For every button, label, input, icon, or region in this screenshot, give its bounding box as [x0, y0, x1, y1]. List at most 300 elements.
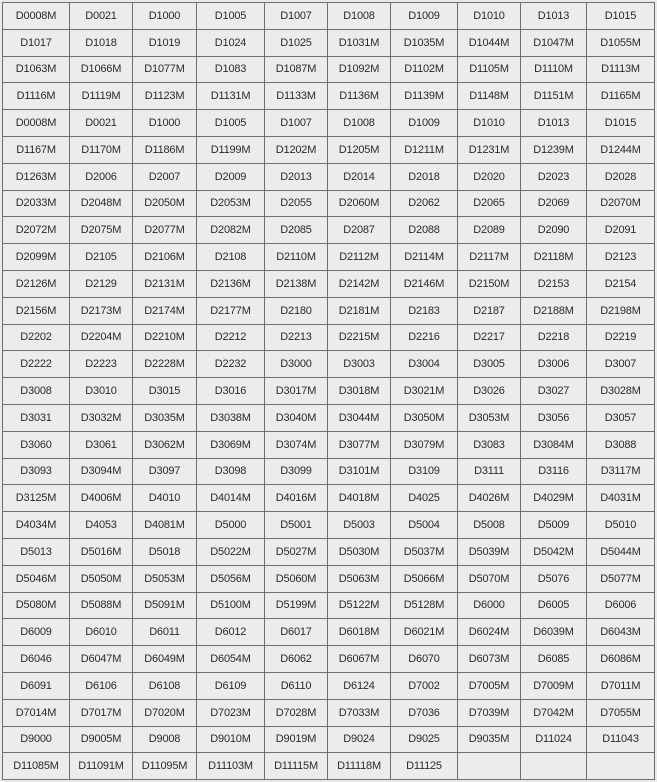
part-code-cell: D6021M: [391, 619, 458, 646]
part-code-cell: D5091M: [133, 592, 197, 619]
part-code-cell: D3016: [197, 378, 265, 405]
part-code-cell: D2105: [70, 244, 133, 271]
part-code-cell: D1005: [197, 110, 265, 137]
part-code-cell: D2013: [265, 163, 328, 190]
part-code-cell: D1239M: [521, 136, 587, 163]
part-code-cell: D1136M: [328, 83, 391, 110]
part-code-cell: D5077M: [587, 565, 655, 592]
part-code-cell: D5016M: [70, 538, 133, 565]
part-code-cell: D11115M: [265, 753, 328, 780]
part-code-cell: D2020: [458, 163, 521, 190]
part-code-cell: D7009M: [521, 672, 587, 699]
part-code-cell: D6043M: [587, 619, 655, 646]
part-code-cell: D2089: [458, 217, 521, 244]
part-code-cell: D2055: [265, 190, 328, 217]
part-code-cell: D9025: [391, 726, 458, 753]
part-code-cell: D7014M: [3, 699, 70, 726]
part-code-cell: D11125: [391, 753, 458, 780]
part-code-cell: D5122M: [328, 592, 391, 619]
part-code-cell: D5013: [3, 538, 70, 565]
part-code-cell: D5080M: [3, 592, 70, 619]
part-code-cell: D2065: [458, 190, 521, 217]
part-code-cell: D2210M: [133, 324, 197, 351]
part-code-cell: D3117M: [587, 458, 655, 485]
part-code-cell: D2108: [197, 244, 265, 271]
table-row: [3, 351, 655, 378]
part-code-cell: D1244M: [587, 136, 655, 163]
part-code-cell: D2142M: [328, 270, 391, 297]
part-code-cell: D5018: [133, 538, 197, 565]
part-code-cell: D1019: [133, 29, 197, 56]
part-code-cell: D1133M: [265, 83, 328, 110]
table-row: [3, 485, 655, 512]
part-code-cell: D3021M: [391, 378, 458, 405]
part-code-cell: D2018: [391, 163, 458, 190]
part-code-cell: D1186M: [133, 136, 197, 163]
part-code-cell: D3027: [521, 378, 587, 405]
part-code-cell: D9000: [3, 726, 70, 753]
part-code-cell: D3099: [265, 458, 328, 485]
part-code-cell: D7042M: [521, 699, 587, 726]
part-code-cell: D7023M: [197, 699, 265, 726]
part-code-cell: D5039M: [458, 538, 521, 565]
part-code-cell: D6000: [458, 592, 521, 619]
part-code-cell: D4029M: [521, 485, 587, 512]
part-code-cell: D3044M: [328, 404, 391, 431]
part-code-cell: D1007: [265, 3, 328, 30]
part-code-cell: D3005: [458, 351, 521, 378]
part-code-cell: D11091M: [70, 753, 133, 780]
part-code-cell: D3109: [391, 458, 458, 485]
part-code-cell: D7033M: [328, 699, 391, 726]
part-code-cell: D2228M: [133, 351, 197, 378]
part-code-cell: D7005M: [458, 672, 521, 699]
part-code-cell: D5100M: [197, 592, 265, 619]
part-code-cell: D5000: [197, 512, 265, 539]
part-code-cell: D2072M: [3, 217, 70, 244]
part-code-cell: D5053M: [133, 565, 197, 592]
part-code-cell: D2177M: [197, 297, 265, 324]
part-code-cell: D3088: [587, 431, 655, 458]
part-code-cell: D2088: [391, 217, 458, 244]
part-code-cell: D2187: [458, 297, 521, 324]
part-code-cell: D11095M: [133, 753, 197, 780]
part-code-cell: D5030M: [328, 538, 391, 565]
part-code-cell: D1110M: [521, 56, 587, 83]
part-code-cell: D7020M: [133, 699, 197, 726]
part-code-cell: D6010: [70, 619, 133, 646]
part-code-cell: D9035M: [458, 726, 521, 753]
part-code-cell: D1013: [521, 3, 587, 30]
part-code-cell: D1087M: [265, 56, 328, 83]
part-code-cell: D1013: [521, 110, 587, 137]
part-code-cell: D2204M: [70, 324, 133, 351]
part-code-cell: D1015: [587, 3, 655, 30]
part-code-cell: D1010: [458, 3, 521, 30]
part-code-cell: D2028: [587, 163, 655, 190]
part-code-cell: D6106: [70, 672, 133, 699]
part-code-cell: D1044M: [458, 29, 521, 56]
part-code-cell: D11043: [587, 726, 655, 753]
part-code-cell: D1025: [265, 29, 328, 56]
part-code-cell: D3007: [587, 351, 655, 378]
part-code-cell: D3050M: [391, 404, 458, 431]
part-code-cell: D3040M: [265, 404, 328, 431]
part-code-cell: D0021: [70, 3, 133, 30]
part-code-cell: D3125M: [3, 485, 70, 512]
part-code-cell: D1000: [133, 110, 197, 137]
table-row: [3, 753, 655, 780]
part-code-cell: D1116M: [3, 83, 70, 110]
part-code-cell: D2217: [458, 324, 521, 351]
part-code-cell: D2090: [521, 217, 587, 244]
part-code-cell: D5009: [521, 512, 587, 539]
part-code-cell: D3003: [328, 351, 391, 378]
part-code-cell: D0008M: [3, 3, 70, 30]
part-code-cell: D2123: [587, 244, 655, 271]
part-code-cell: D1047M: [521, 29, 587, 56]
part-code-cell: D2110M: [265, 244, 328, 271]
part-code-table-body: [3, 3, 655, 780]
part-code-cell: D11103M: [197, 753, 265, 780]
part-code-cell: D2014: [328, 163, 391, 190]
part-code-cell: D1000: [133, 3, 197, 30]
part-code-cell: D4081M: [133, 512, 197, 539]
table-row: [3, 619, 655, 646]
part-code-cell: D3017M: [265, 378, 328, 405]
part-code-cell: D9005M: [70, 726, 133, 753]
part-code-cell: D3084M: [521, 431, 587, 458]
part-code-cell: D1063M: [3, 56, 70, 83]
part-code-cell: D1231M: [458, 136, 521, 163]
part-code-cell: D3057: [587, 404, 655, 431]
part-code-cell: D3006: [521, 351, 587, 378]
part-code-cell: D6085: [521, 646, 587, 673]
part-code-cell: D4034M: [3, 512, 70, 539]
part-code-cell: D1008: [328, 3, 391, 30]
part-code-cell: D2050M: [133, 190, 197, 217]
part-code-cell: D2099M: [3, 244, 70, 271]
part-code-cell: D6067M: [328, 646, 391, 673]
part-code-cell: D2007: [133, 163, 197, 190]
table-row: [3, 431, 655, 458]
part-code-cell: D2118M: [521, 244, 587, 271]
part-code-cell: D1199M: [197, 136, 265, 163]
part-code-cell: D3093: [3, 458, 70, 485]
part-code-cell: D7055M: [587, 699, 655, 726]
table-row: [3, 29, 655, 56]
part-code-cell: D2114M: [391, 244, 458, 271]
part-code-cell: D1017: [3, 29, 70, 56]
part-code-cell: D2212: [197, 324, 265, 351]
part-code-cell: D3098: [197, 458, 265, 485]
part-code-cell: D6018M: [328, 619, 391, 646]
part-code-cell: D5076: [521, 565, 587, 592]
part-code-cell: D1102M: [391, 56, 458, 83]
part-code-cell: D5042M: [521, 538, 587, 565]
part-code-cell: D9024: [328, 726, 391, 753]
part-code-cell: D5070M: [458, 565, 521, 592]
part-code-cell: D2223: [70, 351, 133, 378]
part-code-cell: D3101M: [328, 458, 391, 485]
part-code-cell: D6108: [133, 672, 197, 699]
part-code-cell: D1066M: [70, 56, 133, 83]
part-code-cell: D1077M: [133, 56, 197, 83]
part-code-cell: D7039M: [458, 699, 521, 726]
part-code-cell: D2146M: [391, 270, 458, 297]
part-code-cell: D3004: [391, 351, 458, 378]
part-code-cell: D5008: [458, 512, 521, 539]
part-code-cell: D9010M: [197, 726, 265, 753]
part-code-cell: D6049M: [133, 646, 197, 673]
part-code-cell: D5044M: [587, 538, 655, 565]
part-code-cell: D3077M: [328, 431, 391, 458]
part-code-cell: D5066M: [391, 565, 458, 592]
part-code-cell: D4053: [70, 512, 133, 539]
part-code-cell: D5056M: [197, 565, 265, 592]
part-code-cell: D5199M: [265, 592, 328, 619]
part-code-cell: D1018: [70, 29, 133, 56]
part-code-cell: D2232: [197, 351, 265, 378]
table-row: [3, 324, 655, 351]
part-code-cell: D2053M: [197, 190, 265, 217]
part-code-cell: D3010: [70, 378, 133, 405]
part-code-cell: D6006: [587, 592, 655, 619]
part-code-cell: D3028M: [587, 378, 655, 405]
table-row: [3, 538, 655, 565]
part-code-cell: D2154: [587, 270, 655, 297]
part-code-cell: D2075M: [70, 217, 133, 244]
table-row: [3, 3, 655, 30]
part-code-cell: D3038M: [197, 404, 265, 431]
table-row: [3, 110, 655, 137]
part-code-cell: D2006: [70, 163, 133, 190]
part-code-cell: D2126M: [3, 270, 70, 297]
part-code-cell: D1113M: [587, 56, 655, 83]
part-code-cell: D6024M: [458, 619, 521, 646]
table-row: [3, 217, 655, 244]
part-code-cell: D2112M: [328, 244, 391, 271]
part-code-cell: D7002: [391, 672, 458, 699]
part-code-cell: D1139M: [391, 83, 458, 110]
table-row: [3, 244, 655, 271]
part-code-cell: D6005: [521, 592, 587, 619]
part-code-cell: D5037M: [391, 538, 458, 565]
part-code-cell: D6012: [197, 619, 265, 646]
part-code-cell: D1105M: [458, 56, 521, 83]
part-code-cell: D1031M: [328, 29, 391, 56]
table-row: [3, 672, 655, 699]
part-code-cell: D3111: [458, 458, 521, 485]
part-code-cell: D2077M: [133, 217, 197, 244]
part-code-cell: D2222: [3, 351, 70, 378]
part-code-cell: D5003: [328, 512, 391, 539]
part-code-cell: D2129: [70, 270, 133, 297]
part-code-cell: D9008: [133, 726, 197, 753]
part-code-cell: D2173M: [70, 297, 133, 324]
part-code-table: [2, 2, 655, 780]
part-code-cell: D3074M: [265, 431, 328, 458]
part-code-cell: D2069: [521, 190, 587, 217]
part-code-cell: D1151M: [521, 83, 587, 110]
part-code-cell: D0008M: [3, 110, 70, 137]
table-row: [3, 136, 655, 163]
table-row: [3, 297, 655, 324]
part-code-cell: D2219: [587, 324, 655, 351]
table-row: [3, 83, 655, 110]
table-row: [3, 270, 655, 297]
table-row: [3, 378, 655, 405]
part-code-cell: D5088M: [70, 592, 133, 619]
part-code-cell: D9019M: [265, 726, 328, 753]
part-code-cell: D3116: [521, 458, 587, 485]
empty-cell: [521, 753, 587, 780]
part-code-cell: D1092M: [328, 56, 391, 83]
part-code-cell: D3060: [3, 431, 70, 458]
part-code-cell: D2174M: [133, 297, 197, 324]
part-code-cell: D5128M: [391, 592, 458, 619]
table-row: [3, 458, 655, 485]
part-code-cell: D1024: [197, 29, 265, 56]
part-code-cell: D1007: [265, 110, 328, 137]
part-code-cell: D1205M: [328, 136, 391, 163]
part-code-cell: D2216: [391, 324, 458, 351]
part-code-cell: D2106M: [133, 244, 197, 271]
part-code-cell: D2198M: [587, 297, 655, 324]
part-code-cell: D1211M: [391, 136, 458, 163]
table-row: [3, 404, 655, 431]
part-code-cell: D1263M: [3, 163, 70, 190]
part-code-cell: D3031: [3, 404, 70, 431]
part-code-cell: D2218: [521, 324, 587, 351]
part-code-cell: D2009: [197, 163, 265, 190]
part-code-cell: D2085: [265, 217, 328, 244]
part-code-cell: D1119M: [70, 83, 133, 110]
part-code-cell: D4026M: [458, 485, 521, 512]
part-code-cell: D6086M: [587, 646, 655, 673]
part-code-cell: D2070M: [587, 190, 655, 217]
part-code-cell: D3097: [133, 458, 197, 485]
part-code-cell: D2060M: [328, 190, 391, 217]
part-code-cell: D2188M: [521, 297, 587, 324]
part-code-cell: D2087: [328, 217, 391, 244]
part-code-cell: D1165M: [587, 83, 655, 110]
part-code-cell: D4016M: [265, 485, 328, 512]
part-code-cell: D6091: [3, 672, 70, 699]
table-row: [3, 592, 655, 619]
part-code-cell: D6017: [265, 619, 328, 646]
part-code-cell: D11118M: [328, 753, 391, 780]
part-code-cell: D11024: [521, 726, 587, 753]
part-code-cell: D4010: [133, 485, 197, 512]
part-code-cell: D6054M: [197, 646, 265, 673]
part-code-cell: D2131M: [133, 270, 197, 297]
table-row: [3, 565, 655, 592]
part-code-cell: D4014M: [197, 485, 265, 512]
part-code-cell: D3018M: [328, 378, 391, 405]
part-code-cell: D5001: [265, 512, 328, 539]
part-code-cell: D6070: [391, 646, 458, 673]
table-row: [3, 646, 655, 673]
part-code-cell: D2023: [521, 163, 587, 190]
part-code-cell: D1083: [197, 56, 265, 83]
part-code-cell: D3000: [265, 351, 328, 378]
part-code-cell: D3094M: [70, 458, 133, 485]
table-row: [3, 726, 655, 753]
part-code-cell: D2091: [587, 217, 655, 244]
empty-cell: [587, 753, 655, 780]
part-code-cell: D6046: [3, 646, 70, 673]
part-code-cell: D2082M: [197, 217, 265, 244]
empty-cell: [458, 753, 521, 780]
part-code-cell: D3061: [70, 431, 133, 458]
table-row: [3, 190, 655, 217]
part-code-cell: D2033M: [3, 190, 70, 217]
part-code-cell: D1005: [197, 3, 265, 30]
part-code-cell: D2180: [265, 297, 328, 324]
part-code-cell: D6009: [3, 619, 70, 646]
part-code-cell: D5050M: [70, 565, 133, 592]
part-code-cell: D1123M: [133, 83, 197, 110]
part-code-cell: D3035M: [133, 404, 197, 431]
part-code-cell: D1202M: [265, 136, 328, 163]
part-code-cell: D6109: [197, 672, 265, 699]
part-code-cell: D7036: [391, 699, 458, 726]
part-code-cell: D6039M: [521, 619, 587, 646]
part-code-cell: D1009: [391, 110, 458, 137]
part-code-cell: D6062: [265, 646, 328, 673]
part-code-cell: D1167M: [3, 136, 70, 163]
part-code-cell: D3026: [458, 378, 521, 405]
part-code-cell: D3053M: [458, 404, 521, 431]
part-code-cell: D7028M: [265, 699, 328, 726]
table-row: [3, 163, 655, 190]
part-code-cell: D3079M: [391, 431, 458, 458]
part-code-sheet: [2, 2, 654, 780]
part-code-cell: D5046M: [3, 565, 70, 592]
part-code-cell: D5004: [391, 512, 458, 539]
part-code-cell: D4006M: [70, 485, 133, 512]
part-code-cell: D1170M: [70, 136, 133, 163]
part-code-cell: D2138M: [265, 270, 328, 297]
part-code-cell: D0021: [70, 110, 133, 137]
part-code-cell: D2183: [391, 297, 458, 324]
part-code-cell: D1015: [587, 110, 655, 137]
part-code-cell: D1055M: [587, 29, 655, 56]
table-row: [3, 699, 655, 726]
part-code-cell: D2117M: [458, 244, 521, 271]
part-code-cell: D6110: [265, 672, 328, 699]
part-code-cell: D3008: [3, 378, 70, 405]
part-code-cell: D1148M: [458, 83, 521, 110]
part-code-cell: D6073M: [458, 646, 521, 673]
part-code-cell: D1010: [458, 110, 521, 137]
table-row: [3, 512, 655, 539]
part-code-cell: D3056: [521, 404, 587, 431]
part-code-cell: D1035M: [391, 29, 458, 56]
part-code-cell: D2202: [3, 324, 70, 351]
part-code-cell: D5027M: [265, 538, 328, 565]
part-code-cell: D2048M: [70, 190, 133, 217]
part-code-cell: D1131M: [197, 83, 265, 110]
part-code-cell: D1009: [391, 3, 458, 30]
part-code-cell: D5060M: [265, 565, 328, 592]
table-row: [3, 56, 655, 83]
part-code-cell: D4025: [391, 485, 458, 512]
part-code-cell: D3069M: [197, 431, 265, 458]
part-code-cell: D6011: [133, 619, 197, 646]
part-code-cell: D2181M: [328, 297, 391, 324]
